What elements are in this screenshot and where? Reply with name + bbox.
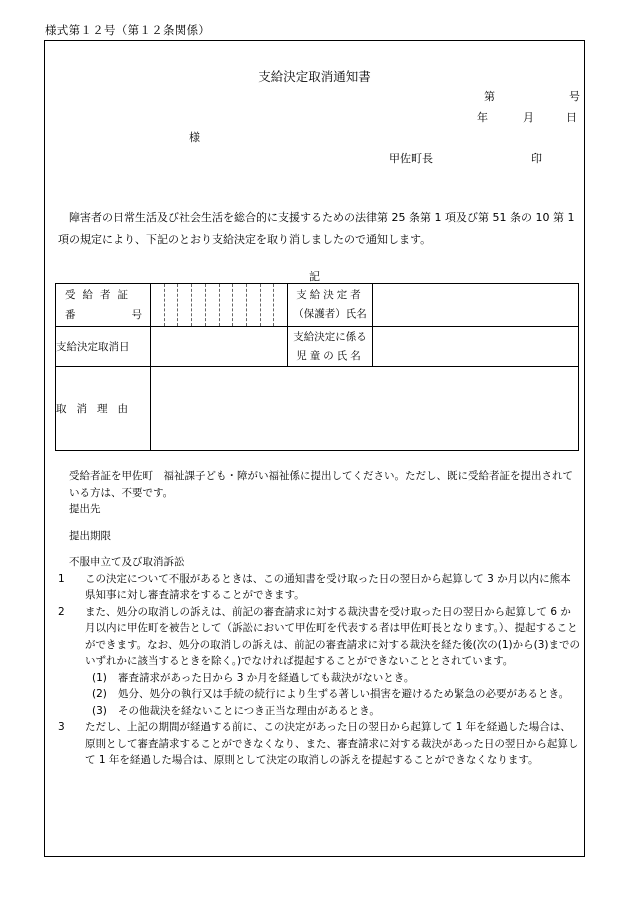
cert-digit-box[interactable]	[247, 284, 261, 326]
submit-to-label: 提出先	[69, 503, 101, 515]
cancel-date-label: 支給決定取消日	[56, 327, 151, 367]
appeal-subitem-3: (3) その他裁決を経ないことにつき正当な理由があるとき。	[92, 704, 380, 717]
document-frame	[44, 40, 585, 857]
document-title: 支給決定取消通知書	[258, 69, 371, 84]
document-number-suffix: 号	[569, 90, 580, 103]
appeal-subitem-1: (1) 審査請求があった日から 3 か月を経過しても裁決がないとき。	[92, 671, 415, 684]
appeal-item-3: 3 ただし、上記の期間が経過する前に、この決定があった日の翌日から起算して 1 年を経過した場合は、原則として審査請求することができなくなり、また、審査請求に対する裁決があった日の翌日から起算して 1 年を経過した場合は、原則として決定の取消しの訴えを提起することができなくなります。	[58, 721, 579, 766]
form-number: 様式第１２号（第１２条関係）	[45, 23, 211, 37]
submit-instruction: 受給者証を甲佐町 福祉課子ども・障がい福祉係に提出してください。ただし、既に受給者証を提出されている方は、不要です。	[69, 470, 573, 499]
cert-digit-box[interactable]	[233, 284, 247, 326]
cert-digit-box[interactable]	[261, 284, 275, 326]
cert-digit-box[interactable]	[274, 284, 287, 326]
child-name-field[interactable]	[373, 327, 579, 367]
appeal-item-1: 1 この決定について不服があるときは、この通知書を受け取った日の翌日から起算して 3 か月以内に熊本県知事に対し審査請求をすることができます。	[58, 572, 571, 601]
appeal-item-2: 2 また、処分の取消しの訴えは、前記の審査請求に対する裁決書を受け取った日の翌日から起算して 6 か月以内に甲佐町を被告として（訴訟において甲佐町を代表する者は甲佐町長となります。）、提起することができます。なお、処分の取消しの訴えは、前記の審査請求に対する裁決を経た後(次の(1)から(3)までのいずれかに該当するときを除く。)でなければ提起することができないこととされています。	[58, 605, 581, 667]
cert-digit-box[interactable]	[220, 284, 234, 326]
cert-digit-box[interactable]	[206, 284, 220, 326]
record-table	[55, 283, 579, 451]
seal-mark: 印	[531, 152, 542, 165]
cert-digit-box[interactable]	[151, 284, 165, 326]
child-name-label: 支給決定に係る 児童の氏名	[288, 327, 373, 367]
issuer-name: 甲佐町長	[389, 152, 433, 165]
decision-person-name-field[interactable]	[373, 284, 579, 327]
document-number-prefix: 第	[484, 90, 495, 103]
cancel-date-field[interactable]	[151, 327, 288, 367]
date-year-label: 年	[477, 111, 488, 124]
date-day-label: 日	[566, 111, 577, 124]
recipient-cert-label: 受給者証 番 号	[56, 284, 151, 327]
cancel-reason-label: 取消理由	[56, 367, 151, 451]
recipient-cert-number-field[interactable]	[151, 284, 288, 327]
deadline-label: 提出期限	[69, 529, 111, 542]
cert-digit-box[interactable]	[178, 284, 192, 326]
cert-digit-box[interactable]	[192, 284, 206, 326]
ki-heading: 記	[309, 270, 320, 283]
body-text: 障害者の日常生活及び社会生活を総合的に支援するための法律第 25 条第 1 項及び第 51 条の 10 第 1 項の規定により、下記のとおり支給決定を取り消しましたので通知します。	[58, 211, 575, 246]
addressee-suffix: 様	[189, 131, 200, 144]
appeal-subitem-2: (2) 処分、処分の執行又は手続の続行により生ずる著しい損害を避けるため緊急の必要があるとき。	[92, 688, 570, 700]
notes-section	[58, 468, 580, 769]
cancel-reason-field[interactable]	[151, 367, 579, 451]
appeal-heading: 不服申立て及び取消訴訟	[69, 556, 185, 568]
date-month-label: 月	[523, 111, 534, 124]
cert-digit-box[interactable]	[165, 284, 179, 326]
decision-person-label: 支給決定者 （保護者）氏名	[288, 284, 373, 327]
